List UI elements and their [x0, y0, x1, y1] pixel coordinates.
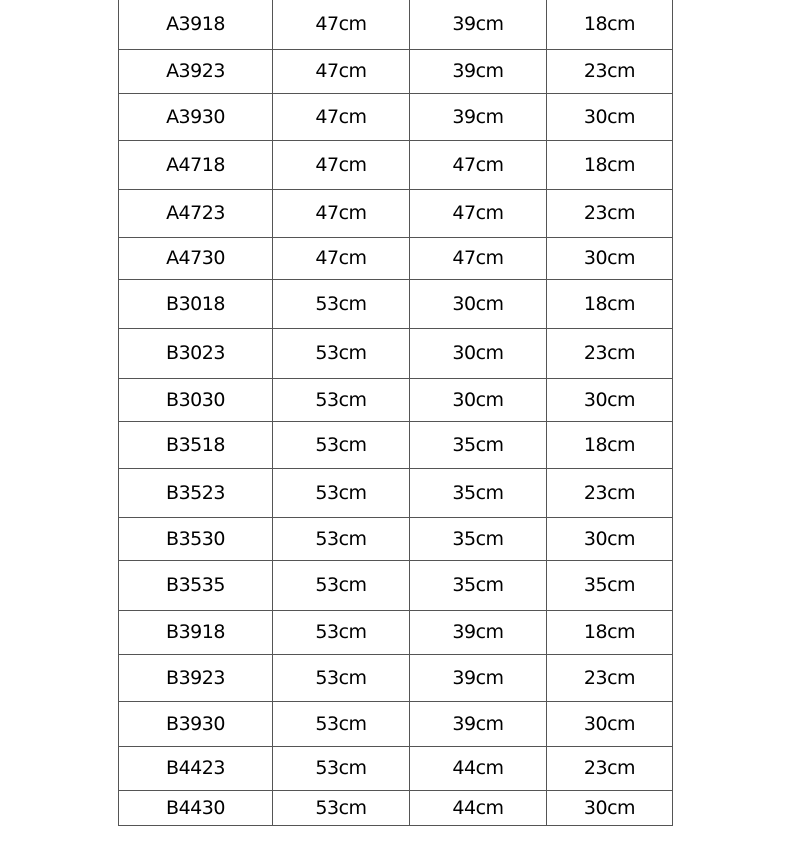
dimension-c-cell: 30cm: [547, 790, 673, 825]
model-code-cell: A3918: [119, 0, 273, 49]
table-row: [119, 701, 673, 746]
table-row: [119, 517, 673, 560]
dimension-a-cell: 47cm: [273, 189, 410, 237]
dimension-a-cell: 47cm: [273, 49, 410, 93]
table-row: [119, 237, 673, 279]
dimension-a-cell: 53cm: [273, 654, 410, 701]
model-code-cell: B3518: [119, 421, 273, 468]
dimension-a-cell: 47cm: [273, 0, 410, 49]
dimension-c-cell: 30cm: [547, 93, 673, 140]
dimension-c-cell: 30cm: [547, 517, 673, 560]
dimension-b-cell: 47cm: [410, 189, 547, 237]
dimension-b-cell: 30cm: [410, 378, 547, 421]
model-code-cell: B3530: [119, 517, 273, 560]
model-code-cell: B3023: [119, 328, 273, 378]
table-row: [119, 189, 673, 237]
dimension-a-cell: 53cm: [273, 610, 410, 654]
model-code-cell: B3523: [119, 468, 273, 517]
dimension-a-cell: 53cm: [273, 701, 410, 746]
table-row: [119, 560, 673, 610]
table-row: [119, 790, 673, 825]
dimension-a-cell: 53cm: [273, 746, 410, 790]
dimension-c-cell: 23cm: [547, 746, 673, 790]
table-row: [119, 378, 673, 421]
table-row: [119, 468, 673, 517]
dimension-b-cell: 35cm: [410, 560, 547, 610]
dimension-c-cell: 18cm: [547, 140, 673, 189]
size-table-body: [119, 0, 673, 825]
model-code-cell: B3535: [119, 560, 273, 610]
size-table: [118, 0, 673, 826]
table-row: [119, 49, 673, 93]
dimension-b-cell: 30cm: [410, 328, 547, 378]
dimension-c-cell: 30cm: [547, 378, 673, 421]
dimension-a-cell: 53cm: [273, 790, 410, 825]
dimension-c-cell: 18cm: [547, 610, 673, 654]
dimension-c-cell: 23cm: [547, 468, 673, 517]
model-code-cell: B3030: [119, 378, 273, 421]
table-row: [119, 746, 673, 790]
dimension-c-cell: 23cm: [547, 189, 673, 237]
model-code-cell: A3930: [119, 93, 273, 140]
dimension-b-cell: 30cm: [410, 279, 547, 328]
dimension-b-cell: 35cm: [410, 468, 547, 517]
dimension-a-cell: 53cm: [273, 421, 410, 468]
table-row: [119, 654, 673, 701]
dimension-b-cell: 47cm: [410, 140, 547, 189]
table-row: [119, 328, 673, 378]
model-code-cell: B3930: [119, 701, 273, 746]
model-code-cell: A4723: [119, 189, 273, 237]
table-row: [119, 0, 673, 49]
model-code-cell: A4730: [119, 237, 273, 279]
dimension-c-cell: 23cm: [547, 328, 673, 378]
model-code-cell: B4423: [119, 746, 273, 790]
dimension-a-cell: 53cm: [273, 279, 410, 328]
dimension-b-cell: 35cm: [410, 421, 547, 468]
dimension-a-cell: 53cm: [273, 378, 410, 421]
dimension-b-cell: 44cm: [410, 790, 547, 825]
dimension-b-cell: 39cm: [410, 610, 547, 654]
model-code-cell: A4718: [119, 140, 273, 189]
dimension-b-cell: 39cm: [410, 93, 547, 140]
dimension-b-cell: 47cm: [410, 237, 547, 279]
dimension-c-cell: 30cm: [547, 701, 673, 746]
dimension-c-cell: 35cm: [547, 560, 673, 610]
table-row: [119, 421, 673, 468]
dimension-c-cell: 18cm: [547, 279, 673, 328]
dimension-c-cell: 18cm: [547, 0, 673, 49]
dimension-a-cell: 53cm: [273, 517, 410, 560]
table-row: [119, 610, 673, 654]
dimension-c-cell: 30cm: [547, 237, 673, 279]
model-code-cell: A3923: [119, 49, 273, 93]
model-code-cell: B3918: [119, 610, 273, 654]
table-row: [119, 93, 673, 140]
dimension-a-cell: 47cm: [273, 237, 410, 279]
dimension-b-cell: 44cm: [410, 746, 547, 790]
table-row: [119, 279, 673, 328]
dimension-a-cell: 53cm: [273, 560, 410, 610]
model-code-cell: B3923: [119, 654, 273, 701]
dimension-a-cell: 53cm: [273, 468, 410, 517]
dimension-b-cell: 39cm: [410, 654, 547, 701]
dimension-c-cell: 18cm: [547, 421, 673, 468]
dimension-a-cell: 47cm: [273, 93, 410, 140]
model-code-cell: B4430: [119, 790, 273, 825]
dimension-c-cell: 23cm: [547, 49, 673, 93]
dimension-c-cell: 23cm: [547, 654, 673, 701]
table-row: [119, 140, 673, 189]
dimension-b-cell: 39cm: [410, 701, 547, 746]
dimension-a-cell: 53cm: [273, 328, 410, 378]
dimension-b-cell: 39cm: [410, 49, 547, 93]
dimension-b-cell: 39cm: [410, 0, 547, 49]
dimension-b-cell: 35cm: [410, 517, 547, 560]
model-code-cell: B3018: [119, 279, 273, 328]
dimension-a-cell: 47cm: [273, 140, 410, 189]
